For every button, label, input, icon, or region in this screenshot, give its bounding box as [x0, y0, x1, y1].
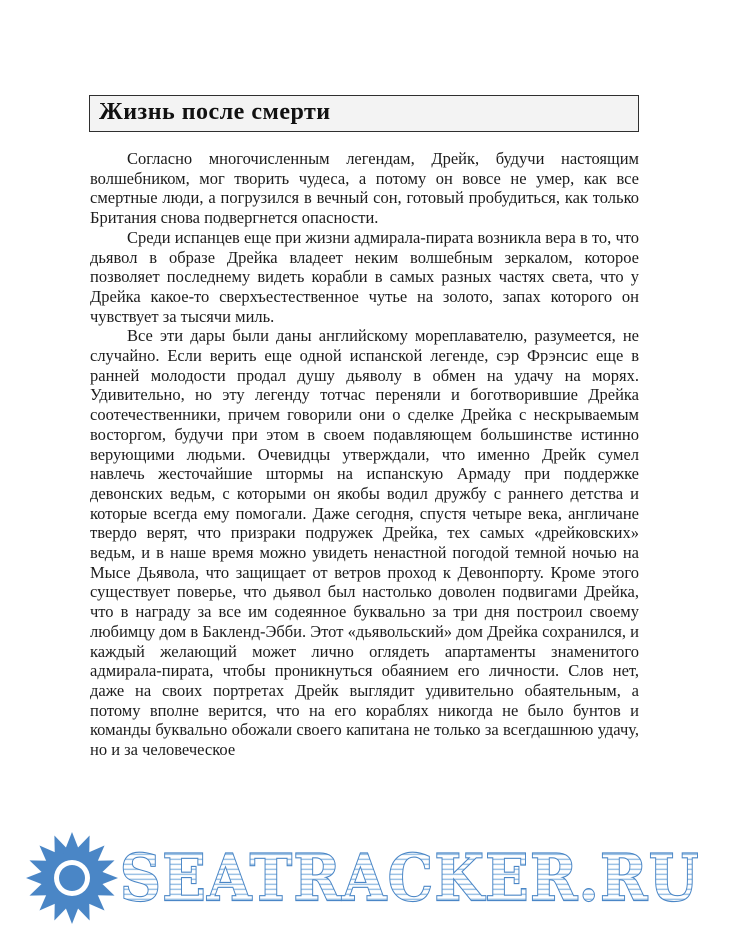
watermark-text: SEATRACKER.RU — [120, 841, 700, 916]
paragraph: Среди испанцев еще при жизни адмирала-пирата возникла вера в то, что дьявол в образе Дрейка владеет неким волшебным зеркалом, которое позволяет последнему видеть корабли в самых разных частях света, что у Дрейка какое-то сверхъестественное чутье на золото, запах которого он чувствует за тысячи миль. — [90, 227, 639, 326]
paragraph: Согласно многочисленным легендам, Дрейк, будучи настоящим волшебником, мог творить чудеса, а потому он вовсе не умер, как все смертные люди, а погрузился в вечный сон, готовый пробудиться, как только Британия снова подвергнется опасности. — [90, 149, 639, 228]
paragraph: Все эти дары были даны английскому мореплавателю, разумеется, не случайно. Если верить еще одной испанской легенде, сэр Фрэнсис еще в ранней молодости продал душу дьяволу в обмен на удачу на морях. Удивительно, но эту легенду тотчас переняли и боготворившие Дрейка соотечественники, причем говорили они о сделке Дрейка с нескрываемым восторгом, будучи при этом в своем подавляющем большинстве истинно верующими людьми. Очевидцы утверждали, что именно Дрейк сумел навлечь жесточайшие штормы на испанскую Армаду при поддержке девонских ведьм, с которыми он якобы водил дружбу с раннего детства и которые всегда ему помогали. Даже сегодня, спустя четыре века, англичане твердо верят, что призраки подружек Дрейка, тех самых «дрейковских» ведьм, и в наше время можно увидеть ненастной погодой темной ночью на Мысе Дьявола, что защищает от ветров проход к Девонпорту. Кроме этого существует поверье, что дьявол был настолько доволен подвигами Дрейка, что в награду за все им содеянное буквально за три дня построил своему любимцу дом в Бакленд-Эбби. Этот «дьявольский» дом Дрейка сохранился, и каждый желающий может лично оглядеть апартаменты знаменитого адмирала-пирата, чтобы проникнуться обаянием его личности. Слов нет, даже на своих портретах Дрейк выглядит удивительно обаятельным, а потому вполне верится, что на его кораблях никогда не было бунтов и команды буквально обожали своего капитана не только за всегдашнюю удачу, но и за человеческое — [90, 326, 639, 760]
body-text — [90, 149, 639, 760]
site-watermark — [0, 826, 729, 938]
chapter-title: Жизнь после смерти — [99, 99, 331, 125]
chapter-title-box — [89, 95, 639, 132]
sun-icon — [26, 832, 118, 924]
